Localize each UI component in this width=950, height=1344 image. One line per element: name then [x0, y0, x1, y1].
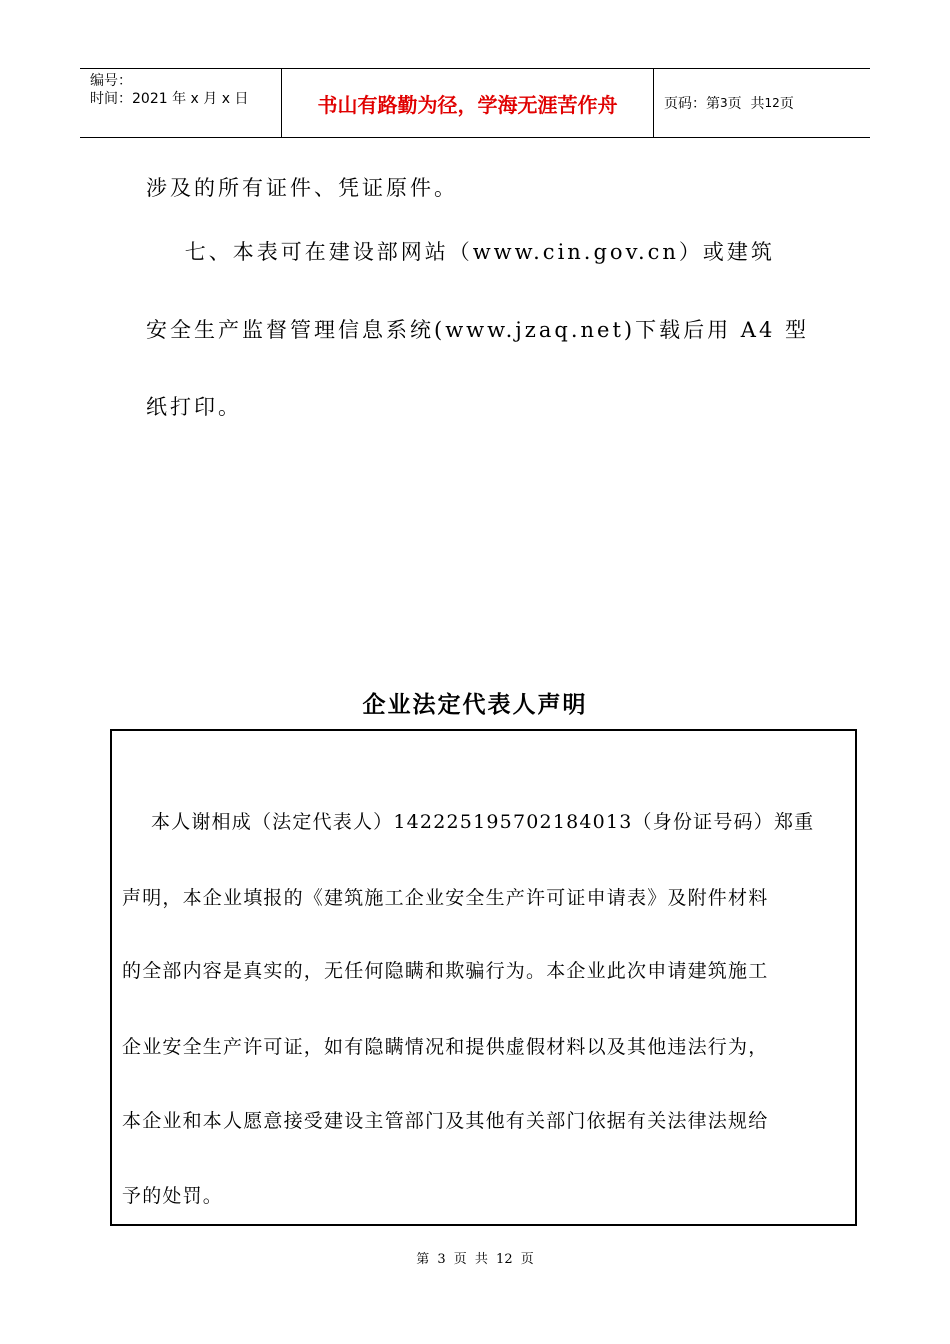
declaration-line-5: 本企业和本人愿意接受建设主管部门及其他有关部门依据有关法律法规给: [122, 1110, 769, 1132]
header-page-info: [654, 69, 870, 137]
header-meta: [80, 69, 282, 137]
page-footer: 第 3 页 共 12 页: [416, 1252, 534, 1267]
body-line-4: 纸打印。: [146, 395, 242, 419]
declaration-line-1: 本人谢相成（法定代表人）142225195702184013（身份证号码）郑重: [122, 811, 815, 833]
declaration-title: 企业法定代表人声明: [362, 692, 588, 718]
declaration-line-4: 企业安全生产许可证，如有隐瞒情况和提供虚假材料以及其他违法行为，: [122, 1036, 769, 1058]
declaration-box: [110, 729, 857, 1226]
number-label: 编号：: [90, 73, 132, 89]
page-header: [80, 68, 870, 138]
declaration-line-2: 声明，本企业填报的《建筑施工企业安全生产许可证申请表》及附件材料: [122, 887, 769, 909]
page-current: 3: [720, 96, 728, 110]
page-total: 12: [764, 96, 780, 110]
page-mid: 页 共: [727, 96, 765, 112]
header-motto: 书山有路勤为径，学海无涯苦作舟: [282, 69, 654, 137]
time-label: 时间：2021 年 x 月 x 日: [90, 91, 249, 107]
body-line-2: 七、本表可在建设部网站（www.cin.gov.cn）或建筑: [146, 240, 775, 264]
body-line-1: 涉及的所有证件、凭证原件。: [146, 176, 458, 200]
page-label: 页码：第: [664, 96, 720, 112]
declaration-line-3: 的全部内容是真实的，无任何隐瞒和欺骗行为。本企业此次申请建筑施工: [122, 960, 769, 982]
page-end: 页: [779, 96, 794, 112]
declaration-line-6: 予的处罚。: [122, 1185, 224, 1207]
body-line-3: 安全生产监督管理信息系统(www.jzaq.net)下载后用 A4 型: [146, 318, 809, 342]
